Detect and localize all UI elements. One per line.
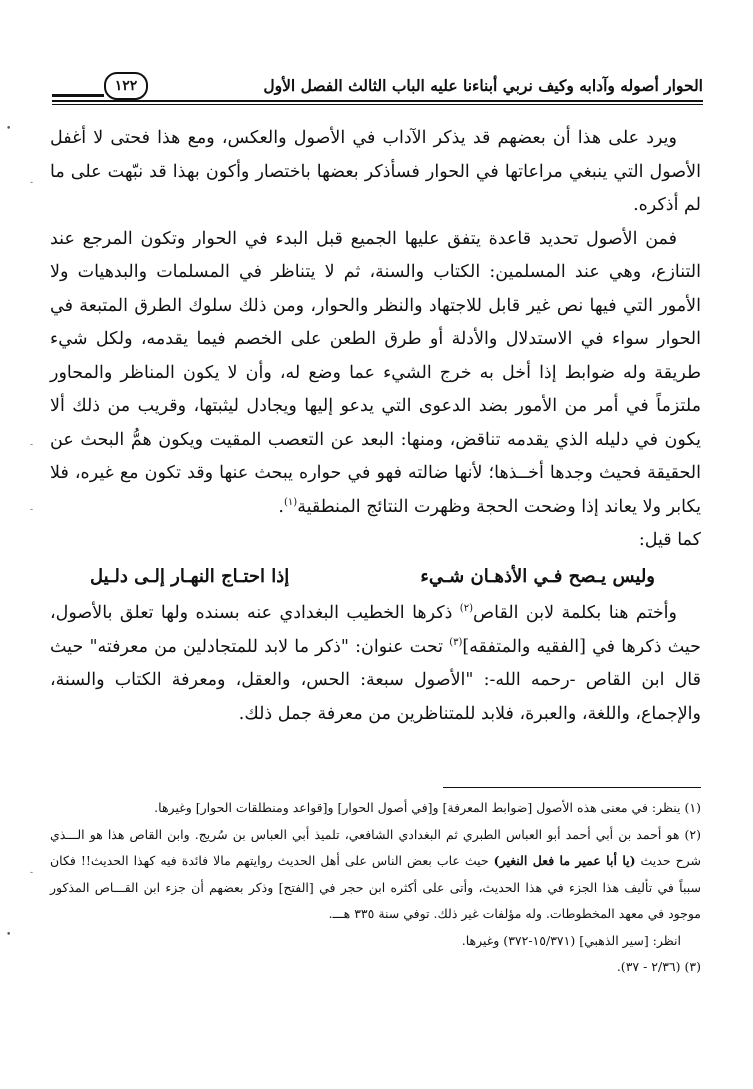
footnote-2-reference: انظر: [سير الذهبي] (١٥/٣٧١-٣٧٢) وغيرها. xyxy=(461,932,681,948)
page-header xyxy=(52,70,703,110)
paragraph-3-text-a: وأختم هنا بكلمة لابن القاص xyxy=(472,603,677,623)
header-title: الحوار أصوله وآدابه وكيف نربي أبناءنا عليه الباب الثالث الفصل الأول xyxy=(263,76,703,95)
footnote-2-text-a: (٢) هو أحمد بن أبي أحمد أبو العباس الطبري ثم البغدادي الشافعي، تلميذ أبي العباس بن سُريج. وابن القاص هذا هو الـــذي شرح حديث xyxy=(50,826,702,868)
paragraph-2 xyxy=(50,223,701,525)
header-bar xyxy=(52,94,104,97)
verse-first-hemistich: وليس يـصح فـي الأذهـان شـيء xyxy=(420,565,655,587)
header-rule-thin xyxy=(52,104,703,105)
footnote-3: (٣) (٢/٣٦ - ٣٧). xyxy=(616,959,701,974)
paragraph-3-text-b: ذكرها الخطيب البغدادي عنه بسنده ولها تعلق بالأصول، حيث ذكرها في [الفقيه والمتفقه] xyxy=(50,603,701,657)
paragraph-2-end: . xyxy=(278,496,284,517)
poetry-verse xyxy=(50,560,701,594)
verse-second-hemistich: إذا احتـاج النهـار إلـى دلـيل xyxy=(90,565,290,587)
footnote-2-hadith: (يا أبا عمير ما فعل النغير) xyxy=(493,853,636,868)
margin-mark: - xyxy=(30,868,34,878)
margin-mark: - xyxy=(30,178,34,188)
margin-mark: - xyxy=(30,505,34,515)
paragraph-1: ويرد على هذا أن بعضهم قد يذكر الآداب في الأصول والعكس، ومع هذا فحتى لا أغفل الأصول التي ينبغي مراعاتها في الحوار فسأذكر بعضها باختصار وأكون بهذا قد نبّهت على ما لم أذكره. xyxy=(50,128,701,215)
footnote-1: (١) ينظر: في معنى هذه الأصول [ضوابط المعرفة] و[في أصول الحوار] و[قواعد ومنطلقات الحوار] وغيرها. xyxy=(154,800,701,815)
margin-mark: - xyxy=(30,440,34,450)
footnote-2 xyxy=(50,822,701,928)
footnote-ref-1: (١) xyxy=(284,496,298,508)
main-text xyxy=(50,122,701,731)
margin-mark: • xyxy=(6,930,12,940)
kama-qil-line: كما قيل: xyxy=(638,530,701,550)
footnote-separator xyxy=(443,787,701,788)
paragraph-3-text-c: تحت عنوان: "ذكر ما لابد للمتجادلين من معرفته" حيث قال ابن القاص -رحمه الله-: "الأصول سبعة: الحس، والعقل، ومعرفة الكتاب والسنة، والإجماع، واللغة، والعبرة، فلابد للمتناظرين من معرفة جمل ذلك. xyxy=(50,636,701,724)
footnote-ref-2: (٢) xyxy=(459,603,473,615)
footnote-2-text-b: حيث عاب بعض الناس على أهل الحديث روايتهم مالا فائدة فيه كهذا الحديث!! فكان سبباً في تأليف هذا الجزء في هذا الحديث، وأتى على أكثره ابن حجر في [الفتح] وذكر بعضهم أن جزء ابن القـــاص المذكور موجود في معهد المخطوطات. وله مؤلفات غير ذلك. توفي سنة ٣٣٥ هـــ. xyxy=(50,853,701,921)
footnotes xyxy=(50,795,701,981)
paragraph-2-text: فمن الأصول تحديد قاعدة يتفق عليها الجميع قبل البدء في الحوار وتكون المرجع عند التنازع، وهي عند المسلمين: الكتاب والسنة، ثم لا يتناظر في المسلمات والبدهيات ولا الأمور التي فيها نص غير قابل للاجتهاد والنظر والحوار، ومن ذلك سلوك الطرق المتبعة في الحوار سواء في الاستدلال والأدلة أو طرق الطعن على الخصم فيما يقدمه، ولكل شيء طريقة وله ضوابط إذا أخل به خرج الشيء عما وضع له، وأن لا يكون المناظر والمحاور ملتزماً في أمر من الأمور بضد الدعوى التي يدعو إليها ويجادل ليثبتها، وقريب من ذلك ألا يكون في دليله الذي يقدمه تناقض، ومنها: البعد عن التعصب المقيت ويكون همُّ البحث عن الحقيقة فحيث وجدها أخــذها؛ لأنها ضالته فهو في حواره يبحث عنها وقد تكون مع غيره، فلا يكابر ولا يعاند إذا وضحت الحجة وظهرت النتائج المنطقية xyxy=(50,228,701,517)
header-rule xyxy=(52,100,703,102)
page-number: ١٢٢ xyxy=(104,72,148,100)
margin-mark: • xyxy=(6,124,12,134)
paragraph-3 xyxy=(50,597,701,731)
footnote-ref-3: (٣) xyxy=(449,636,463,648)
